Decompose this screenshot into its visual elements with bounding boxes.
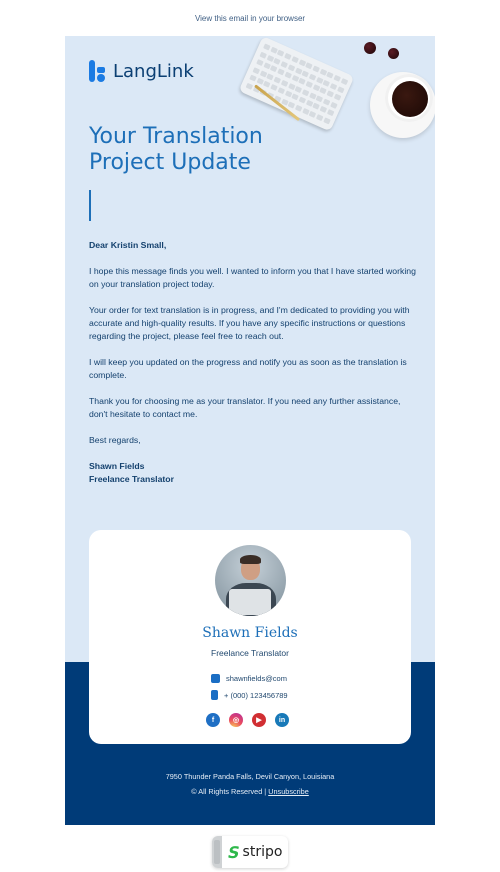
stripo-wordmark: stripo [242,844,283,860]
contact-email-text: shawnfields@com [226,674,287,683]
profile-name: Shawn Fields [202,625,298,641]
stripo-logo [225,842,283,862]
avatar [215,545,286,616]
footer-rights [65,787,435,796]
contact-phone[interactable] [211,690,288,700]
email-body [89,239,419,486]
linkedin-icon[interactable]: in [275,713,289,727]
paragraph-2: Your order for text translation is in progress, and I'm dedicated to providing you with accurate and high-quality results. If you have any specific instructions or questions regarding the project, please feel free to reach out. [89,305,410,341]
paragraph-1: I hope this message finds you well. I wanted to inform you that I have started working on your translation project today. [89,266,416,289]
brand-name: LangLink [113,60,194,82]
paragraph-4: Thank you for choosing me as your translator. If you need any further assistance, don't hesitate to contact me. [89,396,401,419]
unsubscribe-link[interactable]: Unsubscribe [268,787,309,796]
langlink-logo-icon [89,60,105,82]
laptop-icon [229,589,271,615]
view-in-browser-link[interactable]: View this email in your browser [194,13,306,23]
youtube-icon[interactable]: ▶ [252,713,266,727]
social-links [206,713,289,727]
contact-email[interactable] [211,674,287,683]
top-bar [0,0,500,36]
envelope-icon [211,674,220,683]
badge-side-strip [212,836,222,868]
instagram-icon[interactable]: ◎ [229,713,243,727]
profile-title: Freelance Translator [211,648,289,658]
email-card [65,36,435,825]
cherry-illustration [364,42,376,54]
cherry-illustration [388,48,399,59]
stripo-mark-icon: S [225,842,242,862]
footer-address: 7950 Thunder Panda Falls, Devil Canyon, Louisiana [165,772,335,781]
page-title [89,124,329,176]
greeting: Dear Kristin Small, [89,240,167,250]
paragraph-3: I will keep you updated on the progress and notify you as soon as the translation is complete. [89,357,407,380]
closing: Best regards, [89,435,141,445]
rights-text: © All Rights Reserved | [191,787,267,796]
accent-divider [89,190,91,221]
signature-name: Shawn Fields [89,461,145,471]
title-line-2: Project Update [89,150,251,175]
stripo-badge[interactable] [212,836,288,868]
brand-logo[interactable] [89,60,194,82]
phone-icon [211,690,218,700]
profile-card [89,530,411,744]
signature-title: Freelance Translator [89,474,174,484]
contact-phone-text: + (000) 123456789 [224,690,288,700]
title-line-1: Your Translation [89,124,263,149]
signature [89,460,419,486]
facebook-icon[interactable]: f [206,713,220,727]
coffee-illustration [392,81,428,117]
